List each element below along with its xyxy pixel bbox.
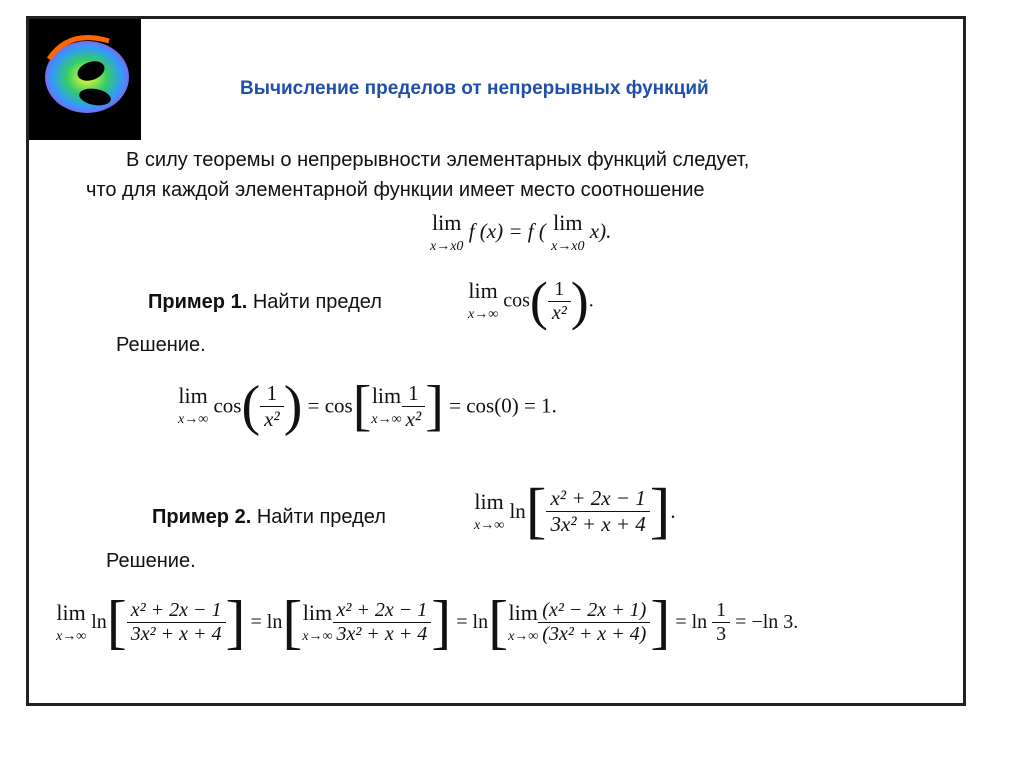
fraction-denominator: x² bbox=[548, 301, 571, 325]
lim-subscript: x→∞ bbox=[508, 628, 539, 644]
example-1-formula: lim x→∞ cos( $\frac{1}{\text{x²}}$ ). bbox=[468, 271, 594, 331]
fraction-denominator: 3x² + x + 4 bbox=[546, 511, 649, 537]
solution-1-label: Решение. bbox=[116, 334, 206, 356]
lim-word: lim bbox=[468, 278, 498, 303]
example-2-heading bbox=[152, 506, 386, 529]
fraction-numerator: 1 bbox=[716, 599, 727, 621]
continuity-middle: f (x) = f ( bbox=[468, 218, 546, 243]
cos-word: cos bbox=[503, 289, 530, 312]
fraction-denominator: x² bbox=[402, 406, 426, 432]
slide-title: Вычисление пределов от непрерывных функций bbox=[240, 78, 709, 99]
lim-word: lim bbox=[508, 599, 538, 625]
cos-word: cos bbox=[324, 393, 353, 418]
lim-subscript: x→∞ bbox=[468, 307, 499, 322]
example-1-label: Пример 1. bbox=[148, 291, 248, 313]
continuity-end: x). bbox=[589, 218, 612, 243]
fraction-denominator: x² bbox=[260, 406, 284, 432]
lim-word: lim bbox=[302, 599, 333, 625]
lim-word: lim bbox=[474, 488, 504, 514]
example-1-heading bbox=[148, 291, 382, 314]
lim-word: lim bbox=[56, 599, 86, 625]
lim-word: lim bbox=[553, 210, 583, 235]
cos-word: cos bbox=[213, 393, 242, 418]
ln-word: ln bbox=[691, 611, 708, 633]
intro-line-2: что для каждой элементарной функции имеет место соотношение bbox=[86, 179, 705, 201]
torus-logo-image bbox=[29, 19, 141, 140]
ln-word: ln bbox=[472, 611, 489, 633]
example-1-text: Найти предел bbox=[252, 291, 382, 313]
fraction-numerator: 1 bbox=[408, 380, 419, 405]
fraction-numerator: x² + 2x − 1 bbox=[550, 486, 646, 510]
ln-word: ln bbox=[91, 611, 107, 633]
fraction-denominator: 3x² + x + 4 bbox=[127, 622, 226, 646]
fraction-numerator: 1 bbox=[554, 277, 565, 300]
lim-subscript: x→x0 bbox=[551, 239, 585, 254]
lim-word: lim bbox=[178, 383, 208, 408]
fraction-denominator: (3x² + x + 4) bbox=[538, 622, 650, 646]
lim-subscript: x→∞ bbox=[178, 412, 209, 427]
fraction-denominator: 3x² + x + 4 bbox=[333, 622, 432, 646]
lim-subscript: x→x0 bbox=[430, 239, 464, 254]
cos-zero-result: = cos(0) = 1. bbox=[449, 393, 557, 418]
final-result: = −ln 3. bbox=[735, 611, 799, 633]
lim-word: lim bbox=[371, 383, 402, 408]
intro-line-1: В силу теоремы о непрерывности элементарных функций следует, bbox=[126, 149, 750, 171]
fraction-numerator: x² + 2x − 1 bbox=[130, 599, 222, 621]
solution-2-formula: lim x→∞ ln[ $\frac{\text{x² + 2x − 1}}{\text{3x² + x + 4}}$ ] = ln[ lim x→∞ $\frac{\text{x² + 2x − 1}}{\text{3x² + x + 4}}$ ] = ln[ lim x→∞ $\frac{\text{(x² − 2x + 1)}}{\text{(3x² + x + 4)}}$ ] = ln $\frac{1}{3}$ = −ln 3. bbox=[56, 589, 799, 655]
solution-1-formula: lim x→∞ cos( $\frac{1}{\text{x²}}$ ) = cos[ lim x→∞ $\frac{1}{\text{x²}}$ ] = cos(0) = 1. bbox=[178, 375, 557, 437]
example-2-label: Пример 2. bbox=[152, 506, 252, 528]
ln-word: ln bbox=[266, 611, 283, 633]
fraction-numerator: (x² − 2x + 1) bbox=[542, 599, 647, 621]
lim-subscript: x→∞ bbox=[474, 517, 505, 533]
lim-subscript: x→∞ bbox=[371, 412, 402, 427]
example-2-formula: lim x→∞ ln[ $\frac{\text{x² + 2x − 1}}{\text{3x² + x + 4}}$ ]. bbox=[474, 477, 676, 545]
intro-paragraph bbox=[86, 145, 946, 205]
continuity-formula bbox=[430, 212, 611, 254]
solution-2-label: Решение. bbox=[106, 550, 196, 572]
lim-word: lim bbox=[432, 210, 462, 235]
lim-subscript: x→∞ bbox=[302, 628, 333, 644]
fraction-numerator: 1 bbox=[266, 380, 278, 405]
fraction-numerator: x² + 2x − 1 bbox=[336, 599, 428, 621]
ln-word: ln bbox=[509, 499, 526, 523]
example-2-text: Найти предел bbox=[256, 506, 386, 528]
fraction-denominator: 3 bbox=[712, 622, 730, 646]
lim-subscript: x→∞ bbox=[56, 628, 87, 644]
